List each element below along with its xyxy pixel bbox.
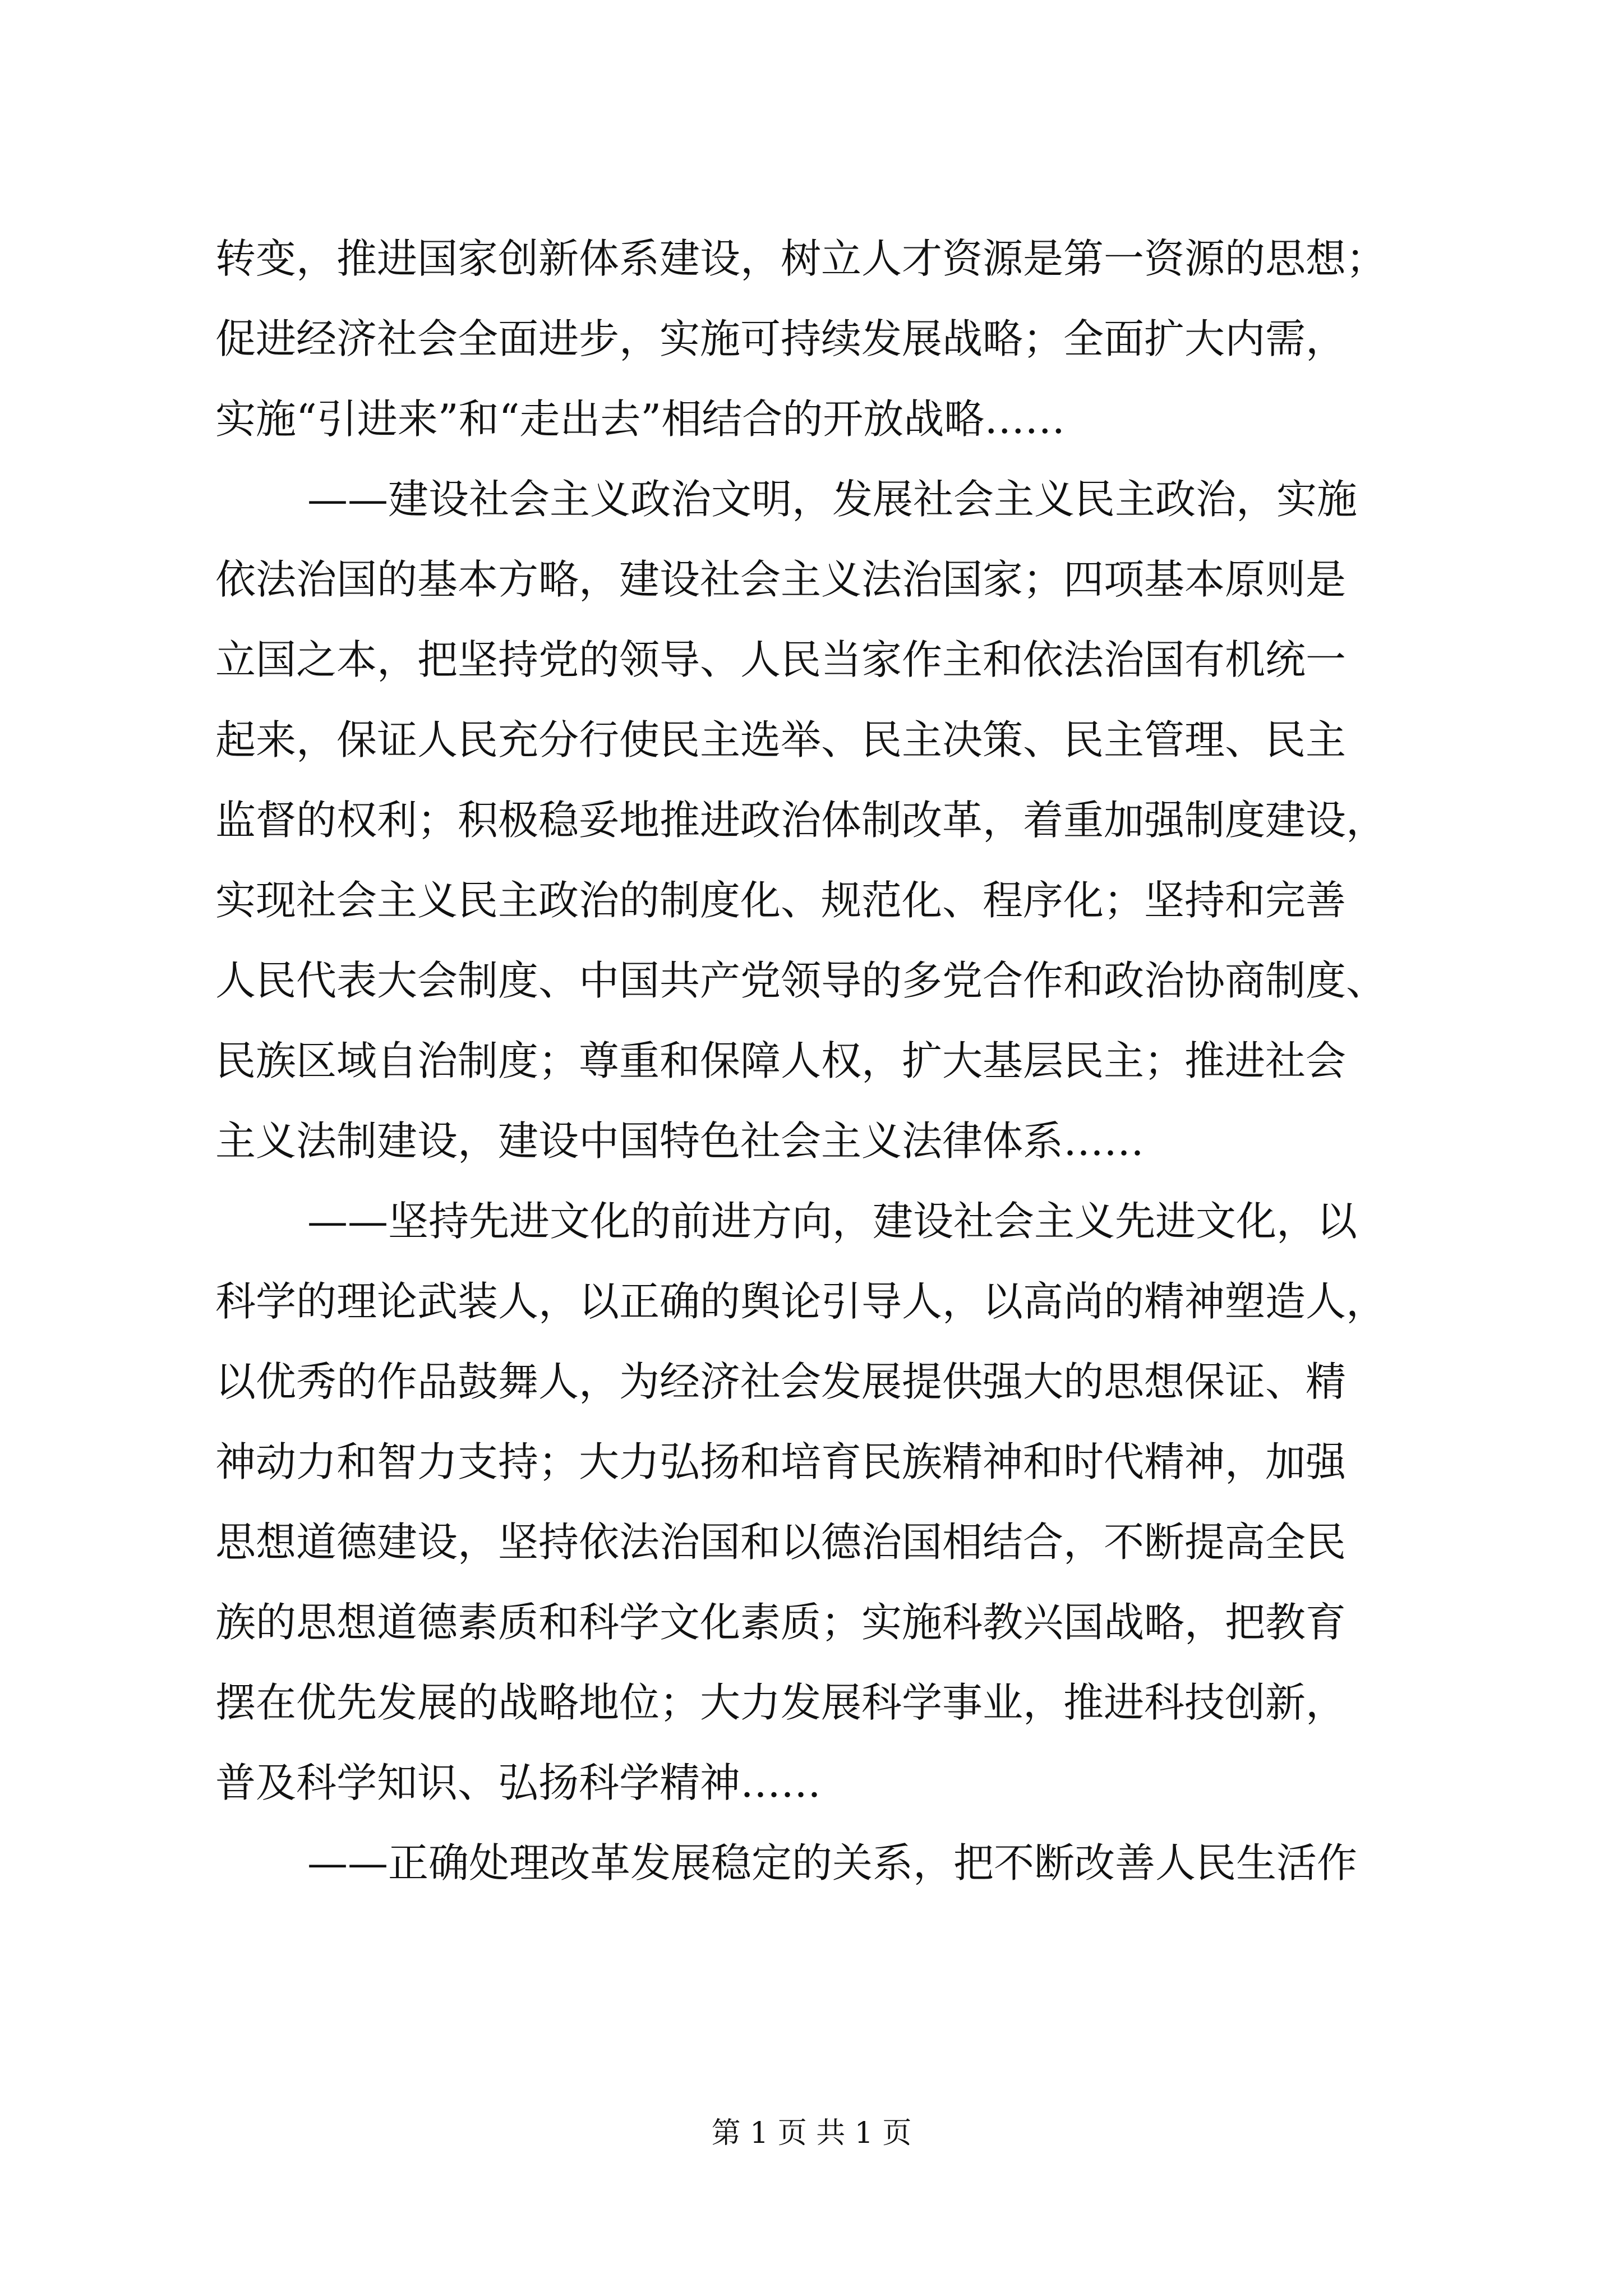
page-footer: 第 1 页 共 1 页 xyxy=(711,2116,912,2150)
text-line: 科学的理论武装人，以正确的舆论引导人，以高尚的精神塑造人， xyxy=(215,1278,1387,1325)
text-line: 起来，保证人民充分行使民主选举、民主决策、民主管理、民主 xyxy=(215,716,1347,763)
text-line: 民族区域自治制度；尊重和保障人权，扩大基层民主；推进社会 xyxy=(215,1037,1347,1084)
text-line: 摆在优先发展的战略地位；大力发展科学事业，推进科技创新， xyxy=(215,1679,1347,1726)
text-line: 思想道德建设，坚持依法治国和以德治国相结合，不断提高全民 xyxy=(215,1519,1347,1566)
text-line: 普及科学知识、弘扬科学精神…… xyxy=(215,1759,822,1806)
text-line: 监督的权利；积极稳妥地推进政治体制改革，着重加强制度建设， xyxy=(215,797,1387,844)
text-line: 转变，推进国家创新体系建设，树立人才资源是第一资源的思想； xyxy=(215,235,1387,282)
text-line: ——建设社会主义政治文明，发展社会主义民主政治，实施 xyxy=(307,476,1358,523)
text-line: 人民代表大会制度、中国共产党领导的多党合作和政治协商制度、 xyxy=(215,957,1387,1004)
text-line: 促进经济社会全面进步，实施可持续发展战略；全面扩大内需， xyxy=(215,315,1347,362)
text-line: 以优秀的作品鼓舞人，为经济社会发展提供强大的思想保证、精 xyxy=(215,1358,1347,1405)
text-line: 族的思想道德素质和科学文化素质；实施科教兴国战略，把教育 xyxy=(215,1599,1347,1646)
text-line: 主义法制建设，建设中国特色社会主义法律体系…… xyxy=(215,1117,1145,1165)
text-line: 立国之本，把坚持党的领导、人民当家作主和依法治国有机统一 xyxy=(215,636,1347,683)
text-line: 神动力和智力支持；大力弘扬和培育民族精神和时代精神，加强 xyxy=(215,1438,1347,1485)
text-line: ——坚持先进文化的前进方向，建设社会主义先进文化，以 xyxy=(307,1198,1358,1245)
text-line: ——正确处理改革发展稳定的关系，把不断改善人民生活作 xyxy=(307,1839,1358,1887)
text-line: 实施“引进来”和“走出去”相结合的开放战略…… xyxy=(215,395,1066,443)
text-line: 依法治国的基本方略，建设社会主义法治国家；四项基本原则是 xyxy=(215,556,1347,603)
document-body xyxy=(215,219,1415,1903)
text-line: 实现社会主义民主政治的制度化、规范化、程序化；坚持和完善 xyxy=(215,877,1347,924)
